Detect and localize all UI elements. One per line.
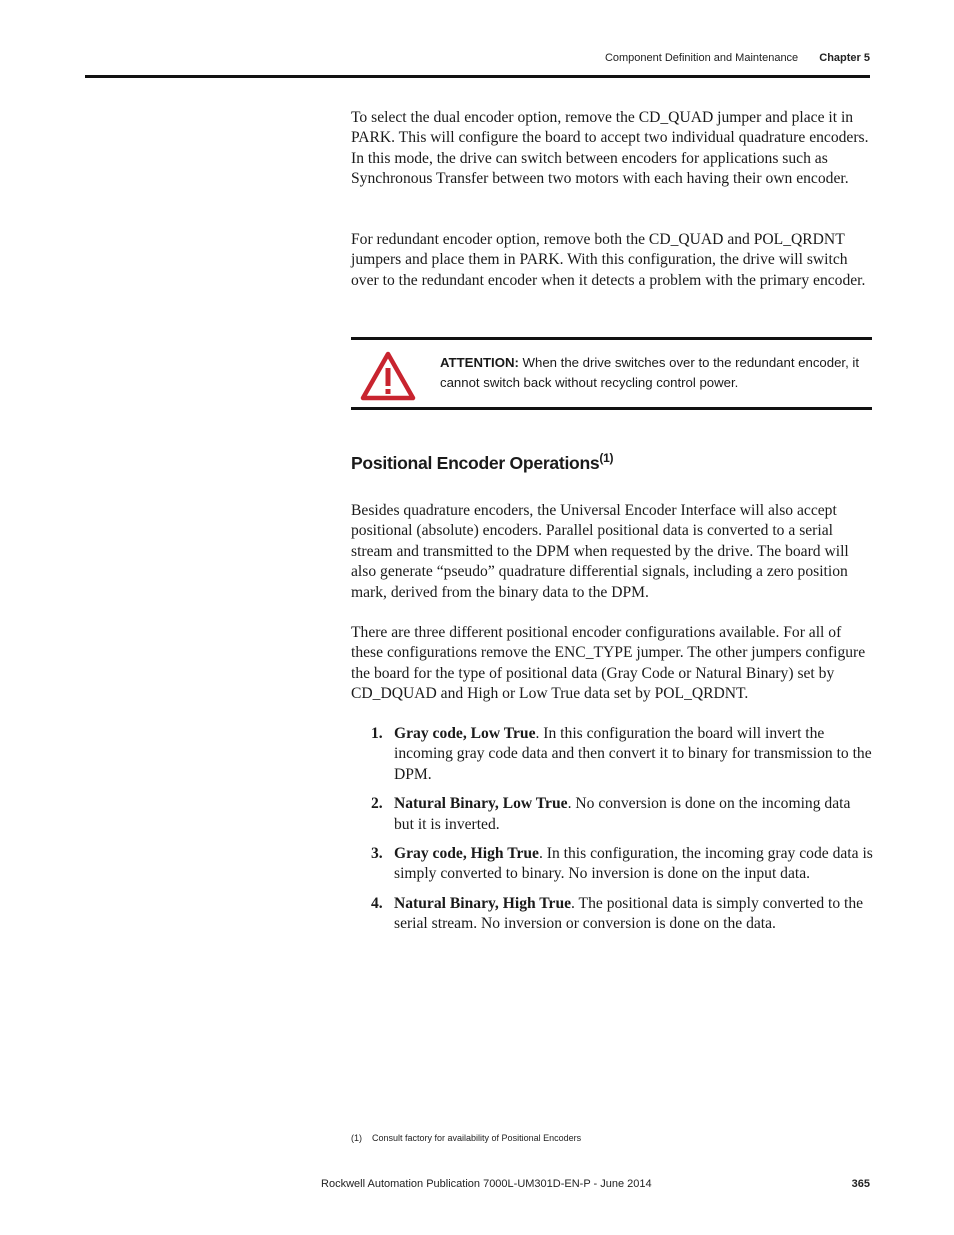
list-item-title: Natural Binary, Low True — [394, 795, 568, 813]
paragraph-text: Besides quadrature encoders, the Universal Encoder Interface will also accept positional (absolute) encoders. Parallel positional data is converted to a serial stream and transmitted to the DPM when requested by the drive. The board will also generate “pseudo” quadrature differential signals, including a zero position mark, derived from the binary data to the DPM. — [351, 502, 849, 601]
attention-message: When the drive switches over to the redundant encoder, it cannot switch back without recycling control power. — [440, 355, 860, 390]
header-section-title: Component Definition and Maintenance — [604, 52, 799, 64]
page-footer — [321, 1178, 870, 1190]
warning-triangle-icon — [360, 351, 416, 401]
list-number: 2. — [371, 795, 383, 813]
header-chapter: Chapter 5 — [819, 52, 870, 64]
list-item-text: . No conversion is done on the incoming data but it is inverted. — [394, 795, 851, 833]
list-item — [351, 894, 873, 935]
list-item-title: Natural Binary, High True — [394, 894, 572, 912]
list-item-title: Gray code, High True — [394, 845, 539, 863]
paragraph-text: There are three different positional encoder configurations available. For all of these configurations remove the ENC_TYPE jumper. The other jumpers configure the board for the type of positional data (Gray Code or Natural Binary) set by CD_DQUAD and High or Low True data set by POL_QRDNT. — [351, 624, 866, 703]
list-item — [351, 794, 873, 835]
paragraph-redundant-encoder — [351, 230, 873, 291]
footnote-number: (1) — [351, 1133, 362, 1143]
list-number: 1. — [371, 725, 383, 742]
header-divider — [85, 75, 870, 78]
list-item-text: . The positional data is simply converted to the serial stream. No inversion or conversion is done on the data. — [394, 894, 864, 933]
attention-text — [440, 353, 865, 393]
attention-box — [351, 337, 872, 410]
paragraph-text: For redundant encoder option, remove both the CD_QUAD and POL_QRDNT jumpers and place them in PARK. With this configuration, the drive will switch over to the redundant encoder when it detects a problem with the primary encoder. — [351, 231, 866, 289]
list-number: 4. — [371, 894, 383, 912]
paragraph-text: To select the dual encoder option, remove the CD_QUAD jumper and place it in PARK. This will configure the board to accept two individual quadrature encoders. In this mode, the drive can switch between encoders for applications such as Synchronous Transfer between two motors with each having their own encoder. — [351, 109, 869, 188]
footnote-reference[interactable]: (1) — [599, 451, 614, 465]
paragraph-besides — [351, 501, 873, 603]
attention-label: ATTENTION: — [440, 355, 519, 370]
configuration-list — [351, 724, 873, 944]
heading-title: Positional Encoder Operations — [351, 453, 600, 473]
list-item — [351, 724, 873, 785]
footnote-text: Consult factory for availability of Positional Encoders — [372, 1133, 582, 1143]
paragraph-dual-encoder — [351, 108, 873, 190]
footnote — [351, 1133, 581, 1143]
paragraph-three-configs — [351, 623, 873, 705]
publication-info: Rockwell Automation Publication 7000L-UM301D-EN-P - June 2014 — [321, 1178, 652, 1190]
list-item — [351, 844, 873, 885]
list-item-title: Gray code, Low True — [394, 725, 536, 742]
section-heading — [351, 451, 613, 474]
list-item-text: . In this configuration the board will invert the incoming gray code data and then convert it to binary for transmission to the DPM. — [394, 725, 872, 783]
page-header — [605, 52, 870, 64]
list-item-text: . In this configuration, the incoming gray code data is simply converted to binary. No inversion is done on the input data. — [394, 845, 873, 883]
page-number: 365 — [851, 1178, 870, 1190]
list-number: 3. — [371, 845, 383, 863]
